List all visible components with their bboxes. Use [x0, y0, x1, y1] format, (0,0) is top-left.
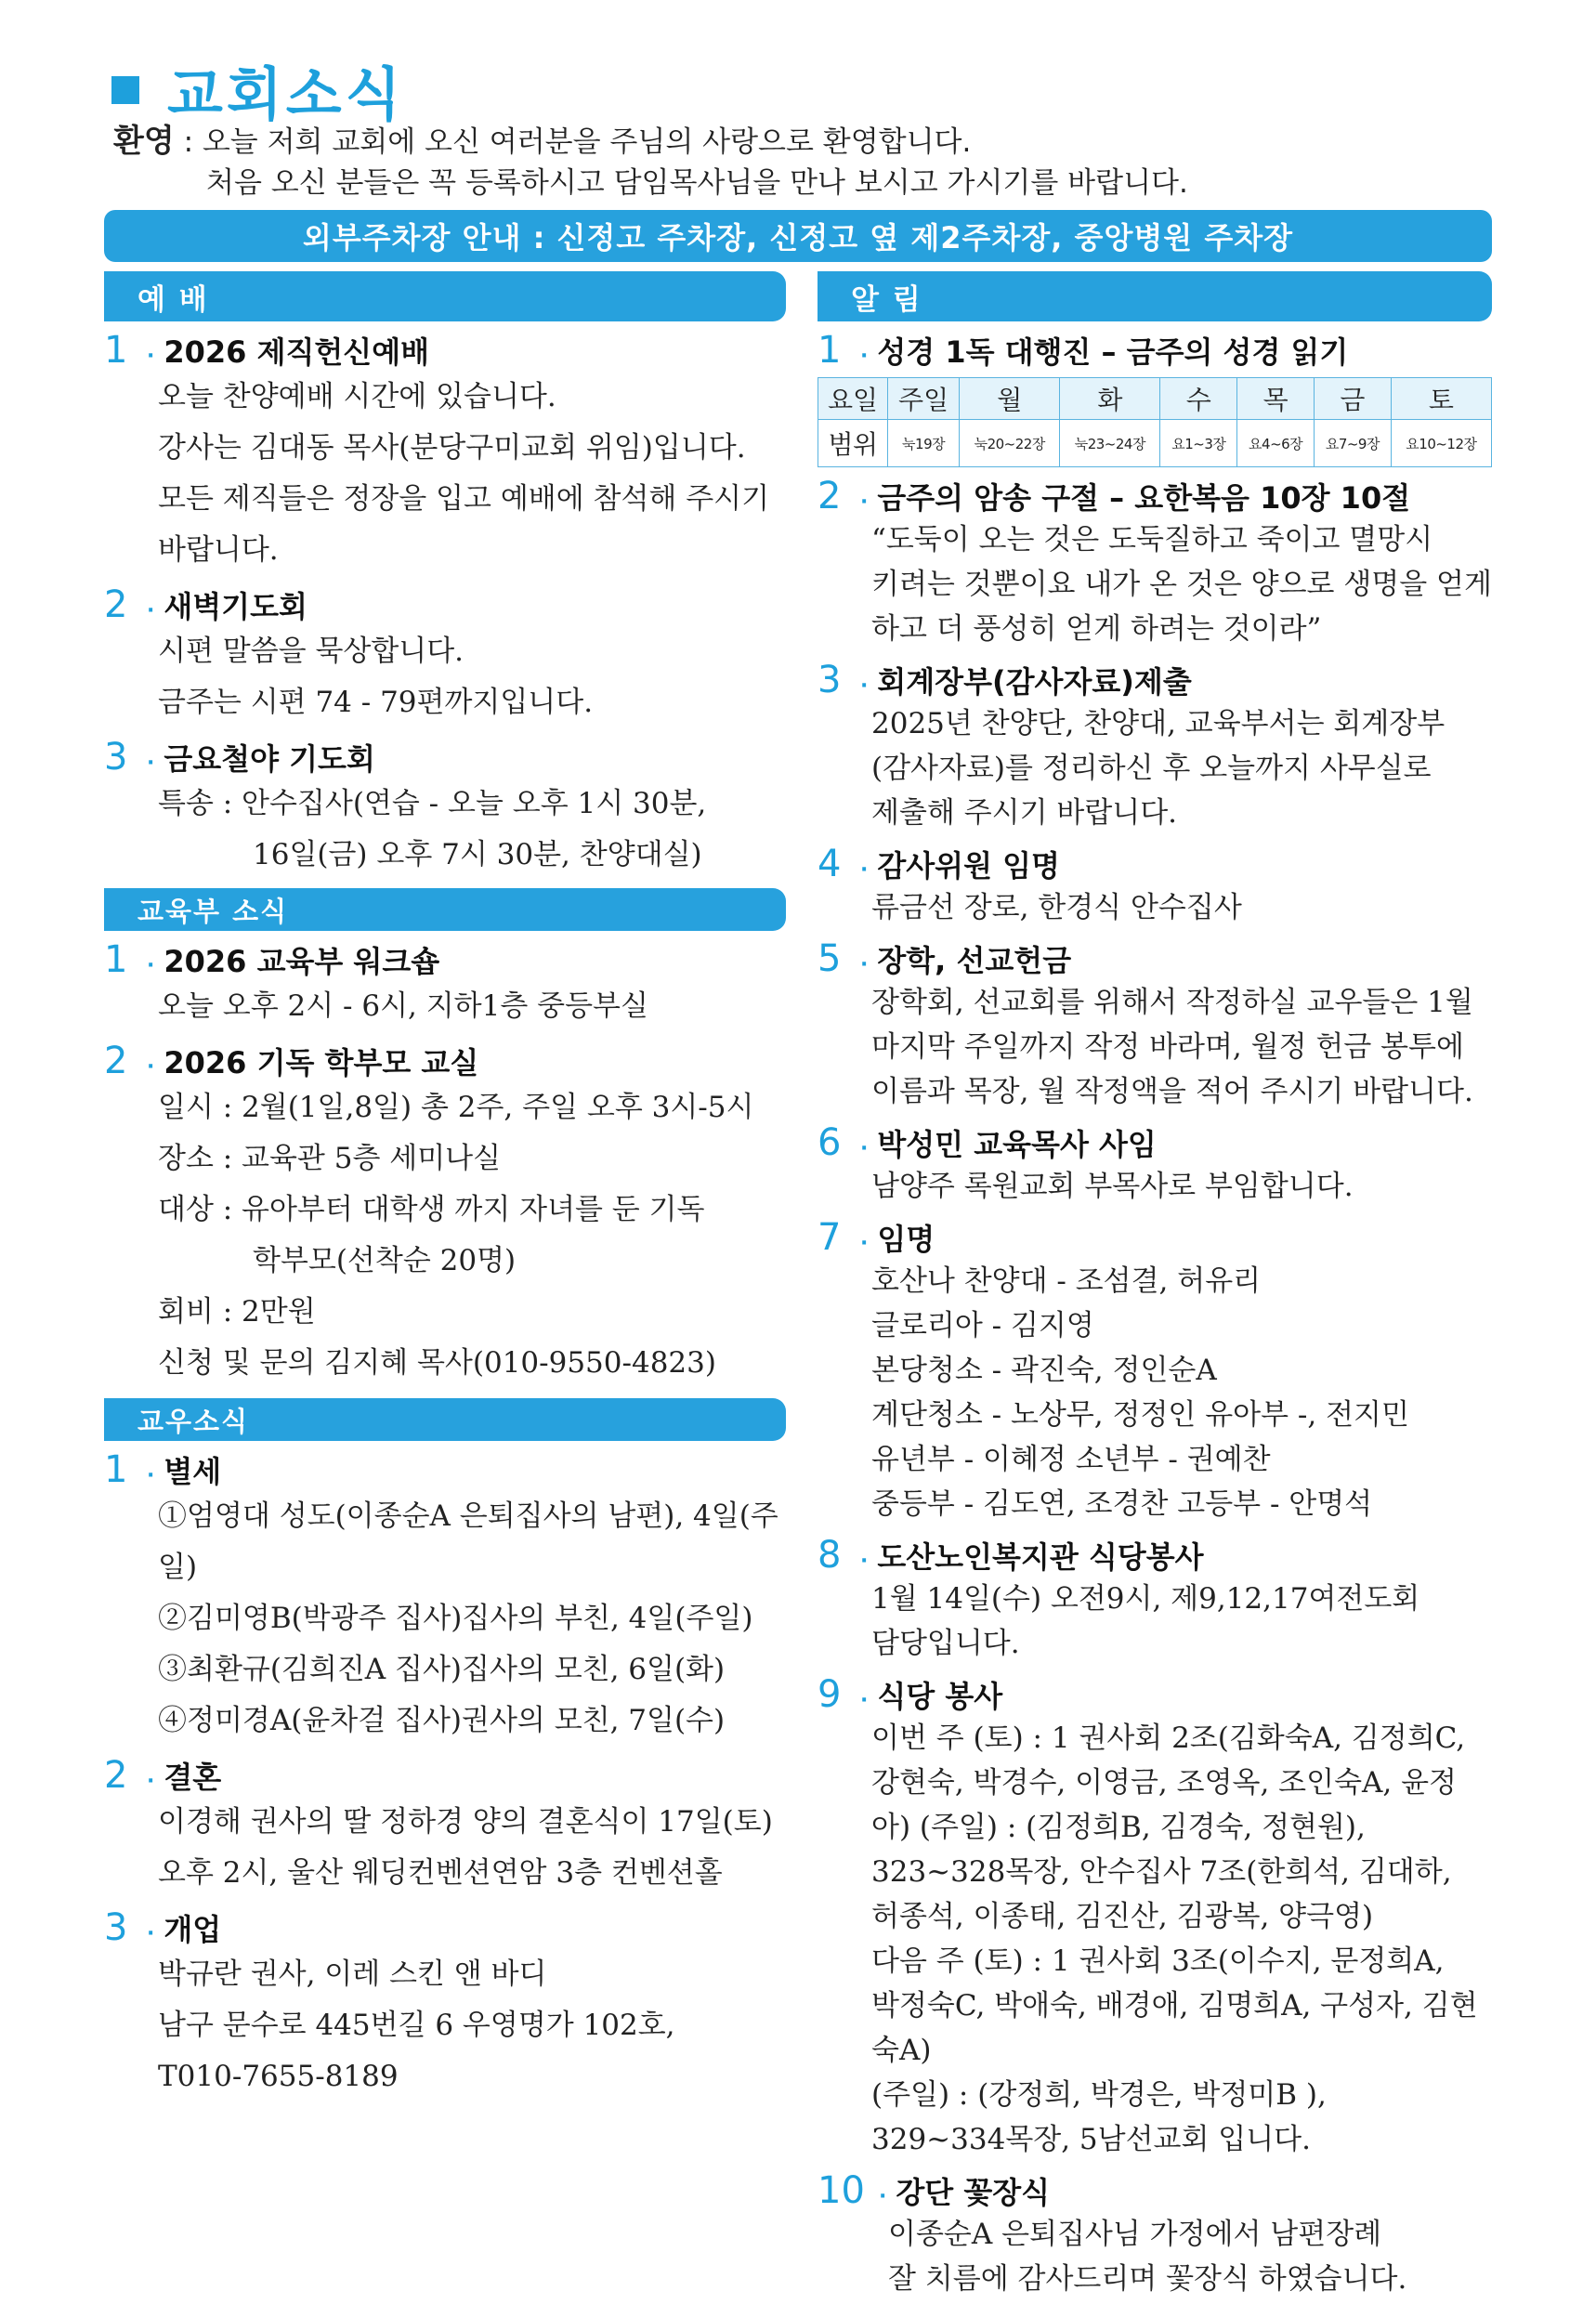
- item-line: 계단청소 - 노상무, 정정인 유아부 -, 전지민: [871, 1398, 1409, 1432]
- item-title: 2026 교육부 워크숍: [164, 944, 440, 979]
- welcome-line-1: : 오늘 저희 교회에 오신 여러분을 주님의 사랑으로 환영합니다.: [183, 125, 972, 159]
- bible-range-cell: 눅23~24장: [1060, 420, 1160, 467]
- bullet-dot-icon: ·: [147, 599, 155, 622]
- bullet-dot-icon: ·: [147, 345, 155, 368]
- bible-range-cell: 요10~12장: [1391, 420, 1491, 467]
- item-line: 신청 및 문의 김지혜 목사(010-9550-4823): [158, 1346, 716, 1380]
- bullet-dot-icon: ·: [860, 345, 869, 368]
- item-header: [818, 1673, 1492, 1716]
- item-header: [818, 1534, 1492, 1577]
- item-body: [104, 626, 786, 728]
- page-title-text: 교회소식: [167, 60, 405, 128]
- welcome-line-2: 처음 오신 분들은 꼭 등록하시고 담임목사님을 만나 보시고 가시기를 바랍니다.: [206, 166, 1188, 200]
- item-line: 329~334목장, 5남선교회 입니다.: [871, 2123, 1311, 2156]
- bullet-dot-icon: ·: [860, 491, 869, 514]
- item-title: 임명: [877, 1222, 935, 1257]
- item-number: 8: [818, 1534, 842, 1577]
- bible-day-cell: 요일: [818, 378, 888, 420]
- item-line: 다음 주 (토) : 1 권사회 3조(이수지, 문정희A,: [871, 1944, 1445, 1978]
- item-body: [818, 980, 1492, 1114]
- item-header: [104, 583, 786, 626]
- bible-reading-table: [818, 377, 1492, 467]
- bible-day-cell: 수: [1160, 378, 1237, 420]
- bullet-dot-icon: ·: [860, 953, 869, 976]
- item-line: 이번 주 (토) : 1 권사회 2조(김화숙A, 김정희C,: [871, 1721, 1466, 1755]
- item-number: 1: [818, 329, 842, 372]
- item-line: 오늘 찬양예배 시간에 있습니다.: [158, 380, 556, 413]
- item-number: 9: [818, 1673, 842, 1716]
- item-title: 회계장부(감사자료)제출: [877, 664, 1192, 700]
- item-line: (감사자료)를 정리하신 후 오늘까지 사무실로: [871, 752, 1432, 785]
- bible-day-cell: 토: [1391, 378, 1491, 420]
- section-heading-education: 교육부 소식: [104, 888, 786, 931]
- section-heading-members: 교우소식: [104, 1398, 786, 1441]
- bible-range-cell: 요1~3장: [1160, 420, 1237, 467]
- item-title: 강단 꽃장식: [896, 2175, 1051, 2210]
- item-header: [818, 2169, 1492, 2212]
- item-title: 도산노인복지관 식당봉사: [877, 1539, 1204, 1575]
- title-square-icon: [111, 76, 139, 104]
- item-number: 2: [818, 475, 842, 517]
- item-header: [104, 938, 786, 981]
- section-heading-notices: 알 림: [818, 271, 1492, 321]
- bullet-dot-icon: ·: [860, 1550, 869, 1573]
- item-line: ④정미경A(윤차걸 집사)권사의 모친, 7일(수): [158, 1704, 726, 1737]
- item-header: [104, 329, 786, 372]
- item-line: 대상 : 유아부터 대학생 까지 자녀를 둔 기독: [158, 1193, 705, 1226]
- item-line: (주일) : (강정희, 박경은, 박정미B ),: [871, 2078, 1327, 2112]
- item-line: 류금선 장로, 한경식 안수집사: [871, 891, 1242, 924]
- item-title: 식당 봉사: [877, 1679, 1003, 1714]
- item-line: 회비 : 2만원: [158, 1295, 316, 1329]
- bullet-dot-icon: ·: [860, 858, 869, 882]
- bullet-dot-icon: ·: [147, 752, 155, 775]
- item-line: 남양주 록원교회 부목사로 부임합니다.: [871, 1170, 1354, 1203]
- item-line: 허종석, 이종태, 김진산, 김광복, 양극영): [871, 1900, 1374, 1933]
- bullet-dot-icon: ·: [860, 674, 869, 698]
- item-body: [818, 1259, 1492, 1526]
- item-title: 장학, 선교헌금: [877, 943, 1072, 978]
- item-number: 2: [104, 1754, 128, 1797]
- item-line: 323~328목장, 안수집사 7조(한희석, 김대하,: [871, 1855, 1452, 1889]
- members-list: [104, 1448, 786, 2102]
- item-line: 이종순A 은퇴집사님 가정에서 남편장례: [888, 2218, 1382, 2251]
- item-line: 호산나 찬양대 - 조섬결, 허유리: [871, 1264, 1262, 1298]
- item-header: [818, 937, 1492, 980]
- item-body: [818, 885, 1492, 930]
- item-header: [818, 1216, 1492, 1259]
- item-body: [104, 1797, 786, 1899]
- item-body: [818, 1716, 1492, 2162]
- item-line: 2025년 찬양단, 찬양대, 교육부서는 회계장부: [871, 707, 1446, 740]
- item-title: 박성민 교육목사 사임: [877, 1127, 1157, 1162]
- item-body: [818, 517, 1492, 651]
- parking-banner: 외부주차장 안내 : 신정고 주차장, 신정고 옆 제2주차장, 중앙병원 주차장: [104, 210, 1492, 262]
- bible-day-cell: 화: [1060, 378, 1160, 420]
- item-line-indented: 16일(금) 오후 7시 30분, 찬양대실): [253, 838, 702, 871]
- bible-day-cell: 목: [1237, 378, 1315, 420]
- item-header: [818, 843, 1492, 885]
- item-line: 이름과 목장, 월 작정액을 적어 주시기 바랍니다.: [871, 1075, 1473, 1108]
- bullet-dot-icon: ·: [860, 1689, 869, 1712]
- bible-day-cell: 월: [960, 378, 1060, 420]
- item-header: [104, 1040, 786, 1082]
- item-header: [818, 1121, 1492, 1164]
- item-number: 3: [104, 736, 128, 779]
- bullet-dot-icon: ·: [147, 1770, 155, 1793]
- item-number: 1: [104, 329, 128, 372]
- bible-day-cell: 금: [1315, 378, 1392, 420]
- item-line: ②김미영B(박광주 집사)집사의 부친, 4일(주일): [158, 1602, 753, 1635]
- left-column: [104, 271, 786, 2102]
- item-line: 오후 2시, 울산 웨딩컨벤션연암 3층 컨벤션홀: [158, 1856, 723, 1890]
- item-line: 아) (주일) : (김정희B, 김경숙, 정현원),: [871, 1811, 1366, 1844]
- welcome-section: [113, 121, 1507, 203]
- item-line: 잘 치름에 감사드리며 꽃장식 하였습니다.: [888, 2262, 1407, 2296]
- item-line-indented: 학부모(선착순 20명): [253, 1244, 517, 1277]
- item-number: 6: [818, 1121, 842, 1164]
- item-number: 1: [104, 938, 128, 981]
- item-line: 키려는 것뿐이요 내가 온 것은 양으로 생명을 얻게: [871, 568, 1492, 601]
- item-line: 마지막 주일까지 작정 바라며, 월정 헌금 봉투에: [871, 1030, 1464, 1064]
- item-line: 특송 : 안수집사(연습 - 오늘 오후 1시 30분,: [158, 787, 707, 820]
- welcome-label: 환영: [113, 123, 175, 160]
- bullet-dot-icon: ·: [147, 1055, 155, 1079]
- item-line: 글로리아 - 김지영: [871, 1309, 1094, 1342]
- section-heading-worship: 예 배: [104, 271, 786, 321]
- bullet-dot-icon: ·: [860, 1137, 869, 1160]
- item-body: [818, 2212, 1492, 2301]
- item-header: [104, 1906, 786, 1949]
- item-title: 2026 기독 학부모 교실: [164, 1045, 479, 1080]
- item-line: 금주는 시편 74 - 79편까지입니다.: [158, 686, 594, 719]
- item-header: [104, 736, 786, 779]
- education-list: [104, 938, 786, 1389]
- bible-day-cell: 주일: [888, 378, 960, 420]
- item-title: 2026 제직헌신예배: [164, 334, 430, 370]
- item-number: 3: [818, 659, 842, 701]
- item-body: [104, 1082, 786, 1389]
- item-body: [104, 1949, 786, 2102]
- item-title: 성경 1독 대행진 – 금주의 성경 읽기: [877, 334, 1349, 370]
- item-number: 10: [818, 2169, 865, 2212]
- bible-range-cell: 요4~6장: [1237, 420, 1315, 467]
- item-line: T010-7655-8189: [158, 2060, 399, 2093]
- item-header: [104, 1448, 786, 1491]
- item-number: 3: [104, 1906, 128, 1949]
- item-title: 금주의 암송 구절 – 요한복음 10장 10절: [877, 480, 1411, 516]
- item-title: 새벽기도회: [164, 589, 307, 624]
- item-body: [104, 1491, 786, 1747]
- item-header: [818, 659, 1492, 701]
- page-title: [111, 48, 405, 131]
- worship-list: [104, 329, 786, 881]
- item-line: 장소 : 교육관 5층 세미나실: [158, 1142, 502, 1175]
- item-line: 제출해 주시기 바랍니다.: [871, 796, 1178, 830]
- item-number: 5: [818, 937, 842, 980]
- bullet-dot-icon: ·: [147, 954, 155, 977]
- item-body: [818, 1577, 1492, 1666]
- item-line: 강현숙, 박경수, 이영금, 조영옥, 조인숙A, 윤정: [871, 1766, 1458, 1800]
- item-header: [818, 475, 1492, 517]
- bible-range-cell: 눅20~22장: [960, 420, 1060, 467]
- item-number: 1: [104, 1448, 128, 1491]
- item-line: 하고 더 풍성히 얻게 하려는 것이라”: [871, 612, 1322, 646]
- item-body: [818, 701, 1492, 835]
- item-title: 금요철야 기도회: [164, 741, 375, 777]
- item-number: 4: [818, 843, 842, 885]
- item-title: 감사위원 임명: [877, 848, 1060, 884]
- item-title: 개업: [164, 1912, 222, 1947]
- item-line: 이경해 권사의 딸 정하경 양의 결혼식이 17일(토): [158, 1805, 773, 1839]
- item-body: [104, 779, 786, 881]
- item-number: 7: [818, 1216, 842, 1259]
- item-title: 결혼: [164, 1760, 222, 1795]
- item-line: 장학회, 선교회를 위해서 작정하실 교우들은 1월: [871, 986, 1473, 1019]
- item-line: 모든 제직들은 정장을 입고 예배에 참석해 주시기: [158, 482, 770, 516]
- item-line: 바랍니다.: [158, 533, 279, 567]
- item-body: [104, 981, 786, 1032]
- item-line: 일시 : 2월(1일,8일) 총 2주, 주일 오후 3시-5시: [158, 1091, 754, 1124]
- right-column: [818, 271, 1492, 2301]
- item-number: 2: [104, 1040, 128, 1082]
- item-body: [818, 1164, 1492, 1209]
- item-line: ③최환규(김희진A 집사)집사의 모친, 6일(화): [158, 1653, 726, 1686]
- bullet-dot-icon: ·: [860, 1232, 869, 1255]
- bible-range-cell: 범위: [818, 420, 888, 467]
- item-line: 1월 14일(수) 오전9시, 제9,12,17여전도회: [871, 1582, 1420, 1616]
- item-line: “도둑이 오는 것은 도둑질하고 죽이고 멸망시: [871, 523, 1433, 556]
- item-line: 강사는 김대동 목사(분당구미교회 위임)입니다.: [158, 431, 746, 465]
- notice-item-header: [818, 329, 1492, 372]
- item-number: 2: [104, 583, 128, 626]
- bullet-dot-icon: ·: [147, 1922, 155, 1945]
- item-title: 별세: [164, 1454, 222, 1489]
- item-line: 담당입니다.: [871, 1627, 1020, 1660]
- item-line: 박규란 권사, 이레 스킨 앤 바디: [158, 1957, 547, 1991]
- item-line: 유년부 - 이혜정 소년부 - 권예찬: [871, 1443, 1271, 1476]
- notices-list: [818, 475, 1492, 2301]
- item-body: [104, 372, 786, 576]
- item-line: 오늘 오후 2시 - 6시, 지하1층 중등부실: [158, 989, 648, 1023]
- item-line: 남구 문수로 445번길 6 우영명가 102호,: [158, 2009, 675, 2042]
- item-line: 박정숙C, 박애숙, 배경애, 김명희A, 구성자, 김현숙A): [871, 1989, 1478, 2067]
- bible-range-cell: 요7~9장: [1315, 420, 1392, 467]
- item-line: 중등부 - 김도연, 조경찬 고등부 - 안명석: [871, 1487, 1373, 1521]
- bullet-dot-icon: ·: [147, 1464, 155, 1487]
- item-header: [104, 1754, 786, 1797]
- item-line: 시편 말씀을 묵상합니다.: [158, 635, 464, 668]
- item-line: 본당청소 - 곽진숙, 정인순A: [871, 1354, 1217, 1387]
- bible-range-cell: 눅19장: [888, 420, 960, 467]
- item-line: ①엄영대 성도(이종순A 은퇴집사의 남편), 4일(주일): [158, 1499, 778, 1584]
- bullet-dot-icon: ·: [879, 2185, 887, 2208]
